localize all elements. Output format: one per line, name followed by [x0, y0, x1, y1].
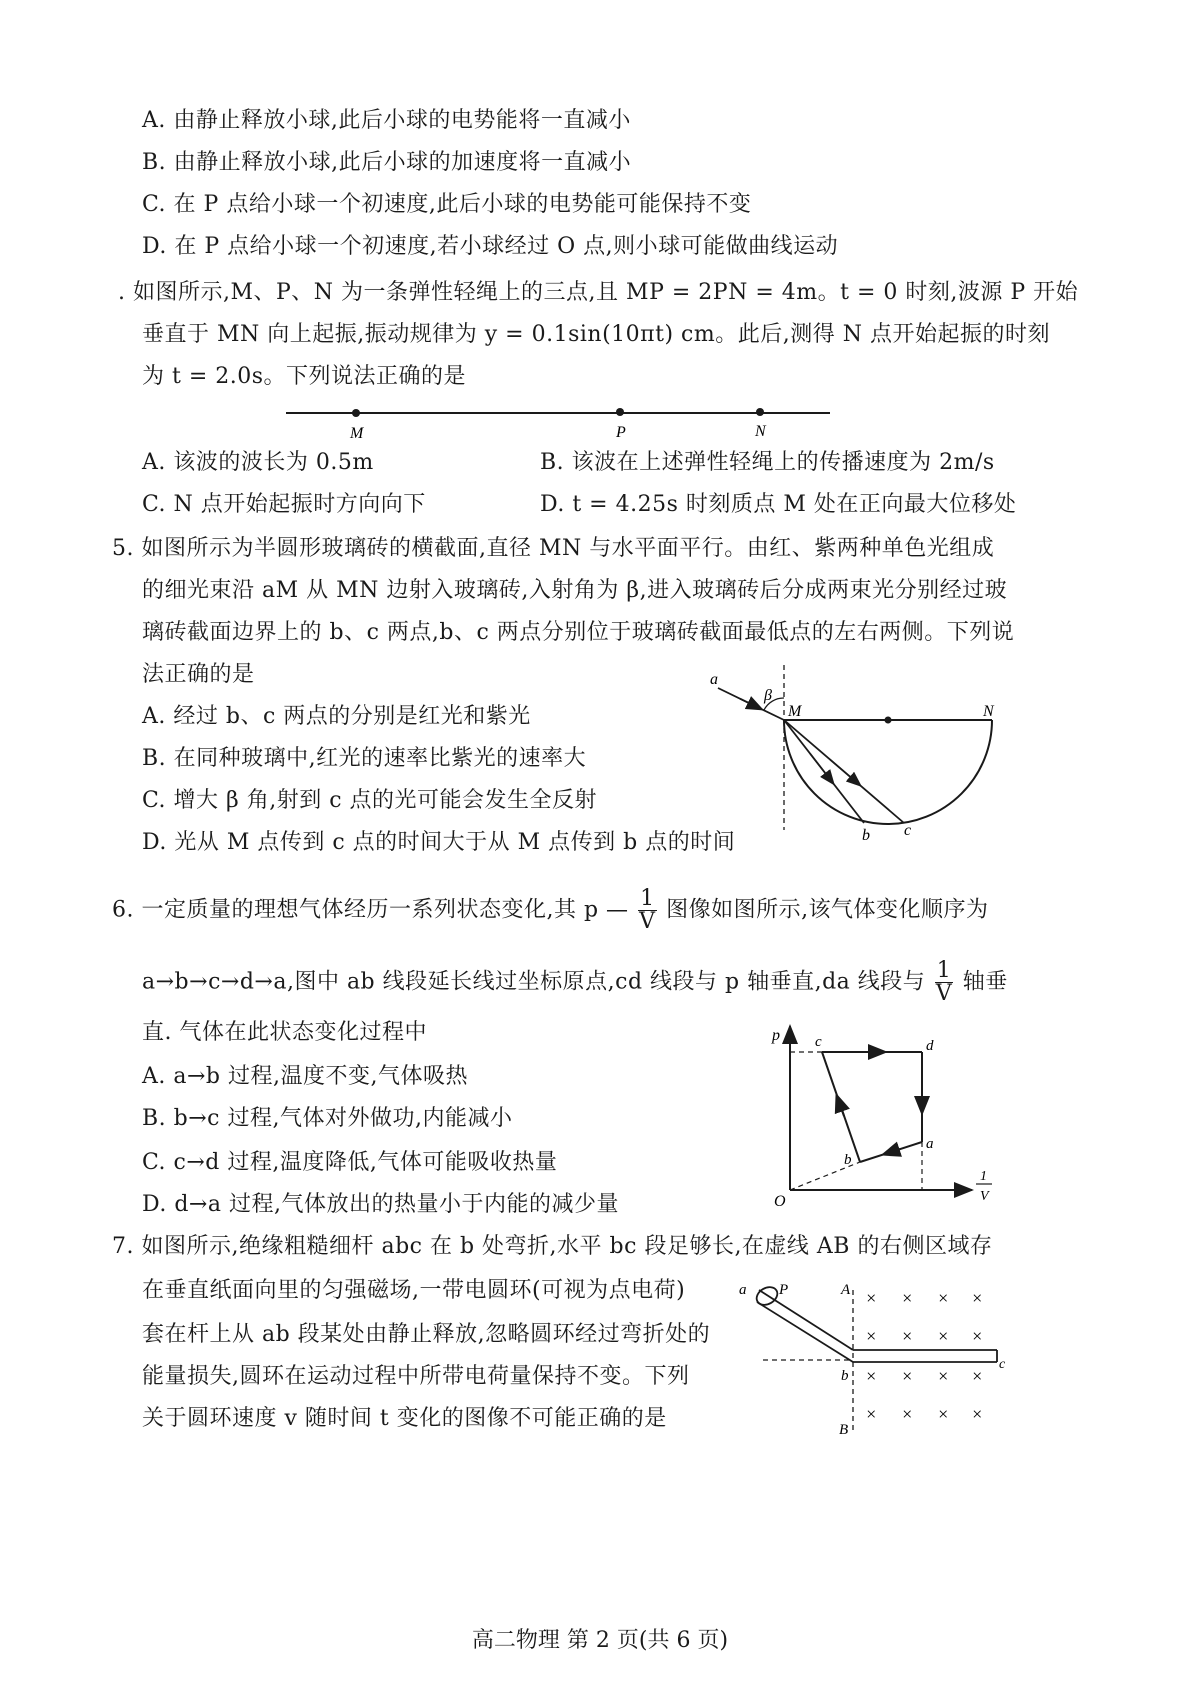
page-footer: 高二物理 第 2 页(共 6 页) — [471, 1628, 729, 1653]
q4-rope-figure — [280, 400, 840, 440]
cross-9: × — [865, 1366, 878, 1386]
q6-pv-graph — [760, 1020, 1010, 1210]
label-n: N — [983, 703, 994, 720]
q3-option-d: D. 在 P 点给小球一个初速度,若小球经过 O 点,则小球可能做曲线运动 — [142, 234, 839, 259]
q6-stem-line1 — [112, 888, 989, 933]
label-a-upper: A — [841, 1282, 851, 1298]
q5-stem-line3: 璃砖截面边界上的 b、c 两点,b、c 两点分别位于玻璃砖截面最低点的左右两侧。下列说 — [142, 620, 1015, 645]
q3-option-a: A. 由静止释放小球,此后小球的电势能将一直减小 — [142, 108, 631, 133]
cross-6: × — [901, 1326, 914, 1346]
cross-5: × — [865, 1326, 878, 1346]
q5-option-c: C. 增大 β 角,射到 c 点的光可能会发生全反射 — [142, 788, 598, 813]
label-a: a — [710, 671, 718, 688]
cross-11: × — [937, 1366, 950, 1386]
q7-stem-line2: 在垂直纸面向里的匀强磁场,一带电圆环(可视为点电荷) — [142, 1278, 686, 1303]
rod-ab-top — [759, 1290, 853, 1350]
q3-option-c: C. 在 P 点给小球一个初速度,此后小球的电势能可能保持不变 — [142, 192, 752, 217]
cross-13: × — [865, 1404, 878, 1424]
cross-10: × — [901, 1366, 914, 1386]
label-o: O — [774, 1193, 786, 1210]
q4-stem-line3: 为 t = 2.0s。下列说法正确的是 — [142, 364, 467, 389]
label-b: b — [841, 1368, 849, 1384]
q5-option-d: D. 光从 M 点传到 c 点的时间大于从 M 点传到 b 点的时间 — [142, 830, 736, 855]
q6-stem-line2-part1: a→b→c→d→a,图中 ab 线段延长线过坐标原点,cd 线段与 p 轴垂直,da 线段与 — [142, 969, 926, 995]
cross-8: × — [971, 1326, 984, 1346]
q5-option-a: A. 经过 b、c 两点的分别是红光和紫光 — [142, 704, 531, 729]
label-v: V — [980, 1189, 989, 1204]
q5-stem-line4: 法正确的是 — [142, 662, 255, 687]
q4-option-b: B. 该波在上述弹性轻绳上的传播速度为 2m/s — [540, 450, 995, 475]
q4-option-d: D. t = 4.25s 时刻质点 M 处在正向最大位移处 — [540, 492, 1017, 517]
cross-15: × — [937, 1404, 950, 1424]
q4-stem-line1: . 如图所示,M、P、N 为一条弹性轻绳上的三点,且 MP = 2PN = 4m。t = 0 时刻,波源 P 开始 — [118, 280, 1079, 305]
q5-option-b: B. 在同种玻璃中,红光的速率比紫光的速率大 — [142, 746, 587, 771]
q6-stem-line3: 直. 气体在此状态变化过程中 — [142, 1020, 427, 1045]
q3-option-b: B. 由静止释放小球,此后小球的加速度将一直减小 — [142, 150, 632, 175]
q7-stem-line5: 关于圆环速度 v 随时间 t 变化的图像不可能正确的是 — [142, 1406, 667, 1431]
label-b: b — [862, 827, 870, 844]
q6-option-a: A. a→b 过程,温度不变,气体吸热 — [142, 1064, 468, 1089]
label-d: d — [926, 1038, 934, 1054]
q7-stem-line1: 7. 如图所示,绝缘粗糙细杆 abc 在 b 处弯折,水平 bc 段足够长,在虚线 AB 的右侧区域存 — [112, 1234, 993, 1259]
cross-1: × — [865, 1288, 878, 1308]
q6-stem-line2-part2: 轴垂 — [962, 969, 1008, 995]
label-one: 1 — [980, 1169, 987, 1184]
label-m: M — [350, 425, 364, 440]
point-m — [352, 409, 360, 417]
cross-2: × — [901, 1288, 914, 1308]
fraction-1-over-v: $\frac{1}{V}$ — [639, 886, 656, 934]
q5-stem-line1: 5. 如图所示为半圆形玻璃砖的横截面,直径 MN 与水平面平行。由红、紫两种单色光组成 — [112, 536, 995, 561]
q4-stem-line2: 垂直于 MN 向上起振,振动规律为 y = 0.1sin(10πt) cm。此后,测得 N 点开始起振的时刻 — [142, 322, 1050, 347]
q6-stem-line1-part1: 6. 一定质量的理想气体经历一系列状态变化,其 p — — [112, 897, 629, 923]
q5-glass-figure — [700, 660, 1010, 860]
q7-stem-line4: 能量损失,圆环在运动过程中所带电荷量保持不变。下列 — [142, 1364, 690, 1389]
label-m: M — [788, 703, 802, 720]
cross-16: × — [971, 1404, 984, 1424]
rod-ab-bottom — [757, 1302, 853, 1362]
label-p: P — [779, 1282, 789, 1298]
q6-stem-line1-part2: 图像如图所示,该气体变化顺序为 — [666, 897, 989, 923]
point-n — [756, 408, 764, 416]
label-c: c — [815, 1034, 822, 1050]
q6-option-d: D. d→a 过程,气体放出的热量小于内能的减少量 — [142, 1192, 619, 1217]
q6-option-b: B. b→c 过程,气体对外做功,内能减小 — [142, 1106, 513, 1131]
label-p: p — [772, 1027, 780, 1044]
q7-stem-line3: 套在杆上从 ab 段某处由静止释放,忽略圆环经过弯折处的 — [142, 1322, 711, 1347]
cross-3: × — [937, 1288, 950, 1308]
q7-rod-figure — [735, 1272, 1015, 1442]
label-c: c — [904, 822, 912, 839]
q6-stem-line2 — [142, 960, 1008, 1005]
label-b: b — [844, 1152, 852, 1168]
cross-12: × — [971, 1366, 984, 1386]
label-a: a — [739, 1282, 747, 1298]
q6-option-c: C. c→d 过程,温度降低,气体可能吸收热量 — [142, 1150, 558, 1175]
label-beta: β — [764, 687, 772, 704]
q4-option-c: C. N 点开始起振时方向向下 — [142, 492, 426, 517]
label-c: c — [999, 1357, 1006, 1372]
q5-stem-line2: 的细光束沿 aM 从 MN 边射入玻璃砖,入射角为 β,进入玻璃砖后分成两束光分别经过玻 — [142, 578, 1008, 603]
q4-option-a: A. 该波的波长为 0.5m — [142, 450, 374, 475]
cross-7: × — [937, 1326, 950, 1346]
label-n: N — [755, 423, 766, 440]
fraction-1-over-v-2: $\frac{1}{V}$ — [935, 958, 953, 1006]
cross-14: × — [901, 1404, 914, 1424]
label-a: a — [926, 1136, 934, 1152]
center-dot — [885, 717, 892, 724]
point-p — [616, 408, 624, 416]
cross-4: × — [971, 1288, 984, 1308]
label-b-upper: B — [839, 1422, 849, 1438]
label-p: P — [616, 424, 626, 440]
